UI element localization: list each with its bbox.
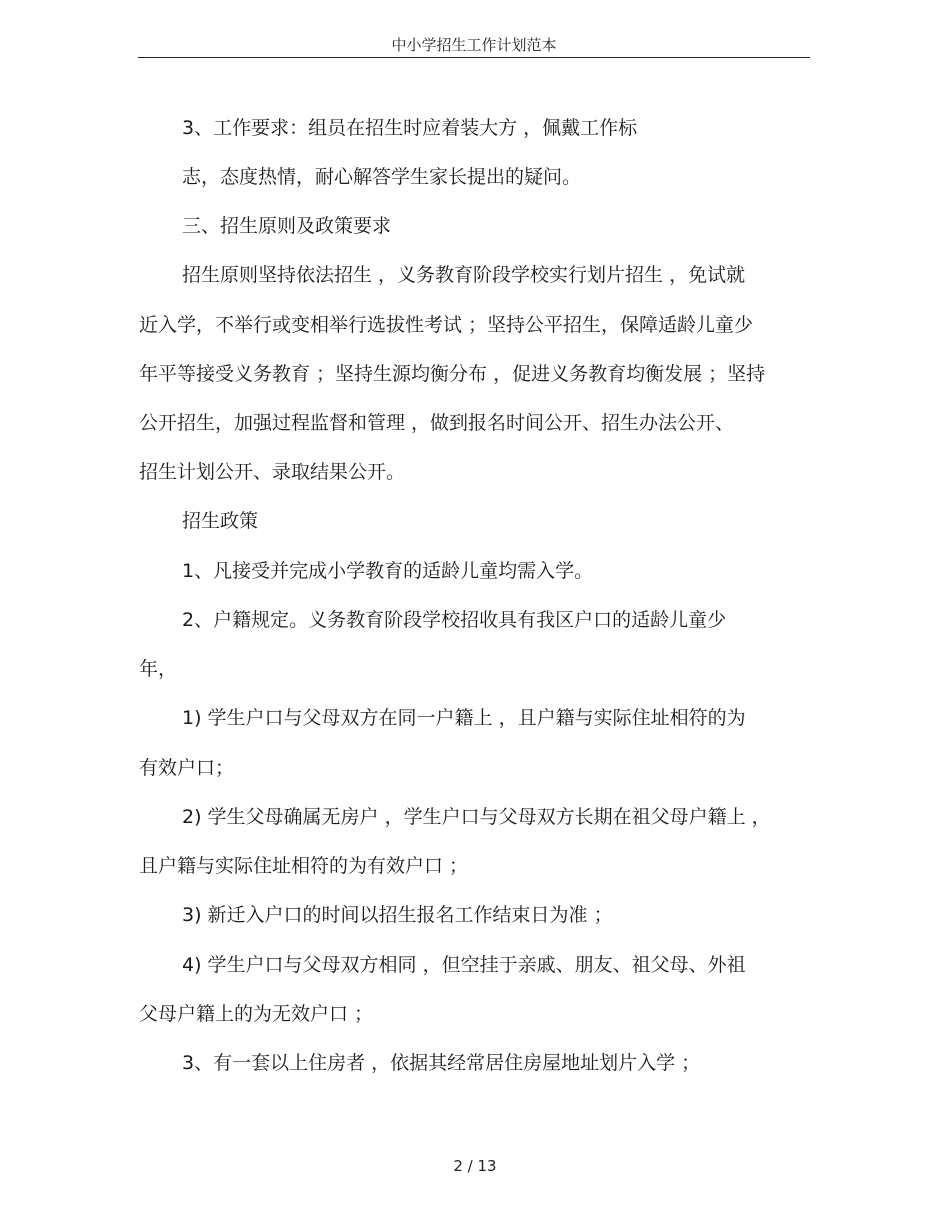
paragraph-line: 2、户籍规定。义务教育阶段学校招收具有我区户口的适龄儿童少 xyxy=(182,609,727,631)
paragraph-line: 父母户籍上的为无效户口 ； xyxy=(139,1003,374,1025)
section-heading: 三、招生原则及政策要求 xyxy=(182,215,392,237)
page-header xyxy=(138,30,810,58)
paragraph-line: 招生计划公开、录取结果公开。 xyxy=(139,461,406,483)
paragraph-line: 且户籍与实际住址相符的为有效户口 ； xyxy=(139,855,469,877)
paragraph-line: 志，态度热情，耐心解答学生家长提出的疑问。 xyxy=(182,166,582,188)
paragraph-line: 近入学，不举行或变相举行选拔性考试 ；坚持公平招生，保障适龄儿童少 xyxy=(139,314,754,336)
paragraph-line: 年平等接受义务教育 ；坚持生源均衡分布 ，促进义务教育均衡发展 ；坚持 xyxy=(139,363,766,385)
paragraph-line: 2) 学生父母确属无房户 ，学生户口与父母双方长期在祖父母户籍上 ， xyxy=(182,806,771,828)
section-heading: 招生政策 xyxy=(182,510,259,532)
page-number: 2 / 13 xyxy=(453,1157,497,1175)
document-title: 中小学招生工作计划范本 xyxy=(391,36,557,54)
paragraph-line: 3、有一套以上住房者 ，依据其经常居住房屋地址划片入学 ； xyxy=(182,1052,701,1074)
paragraph-line: 3) 新迁入户口的时间以招生报名工作结束日为准 ； xyxy=(182,904,613,926)
paragraph-line: 1) 学生户口与父母双方在同一户籍上 ，且户籍与实际住址相符的为 xyxy=(182,707,746,729)
paragraph-line: 有效户口； xyxy=(139,757,235,779)
paragraph-line: 招生原则坚持依法招生 ，义务教育阶段学校实行划片招生 ，免试就 xyxy=(182,264,746,286)
paragraph-line: 公开招生，加强过程监督和管理 ，做到报名时间公开、招生办法公开、 xyxy=(139,412,735,434)
paragraph-line: 1、凡接受并完成小学教育的适龄儿童均需入学。 xyxy=(182,560,594,582)
paragraph-line: 3、工作要求：组员在招生时应着装大方 ，佩戴工作标 xyxy=(182,117,638,139)
paragraph-line: 4) 学生户口与父母双方相同 ，但空挂于亲戚、朋友、祖父母、外祖 xyxy=(182,954,746,976)
paragraph-line: 年， xyxy=(139,658,178,680)
